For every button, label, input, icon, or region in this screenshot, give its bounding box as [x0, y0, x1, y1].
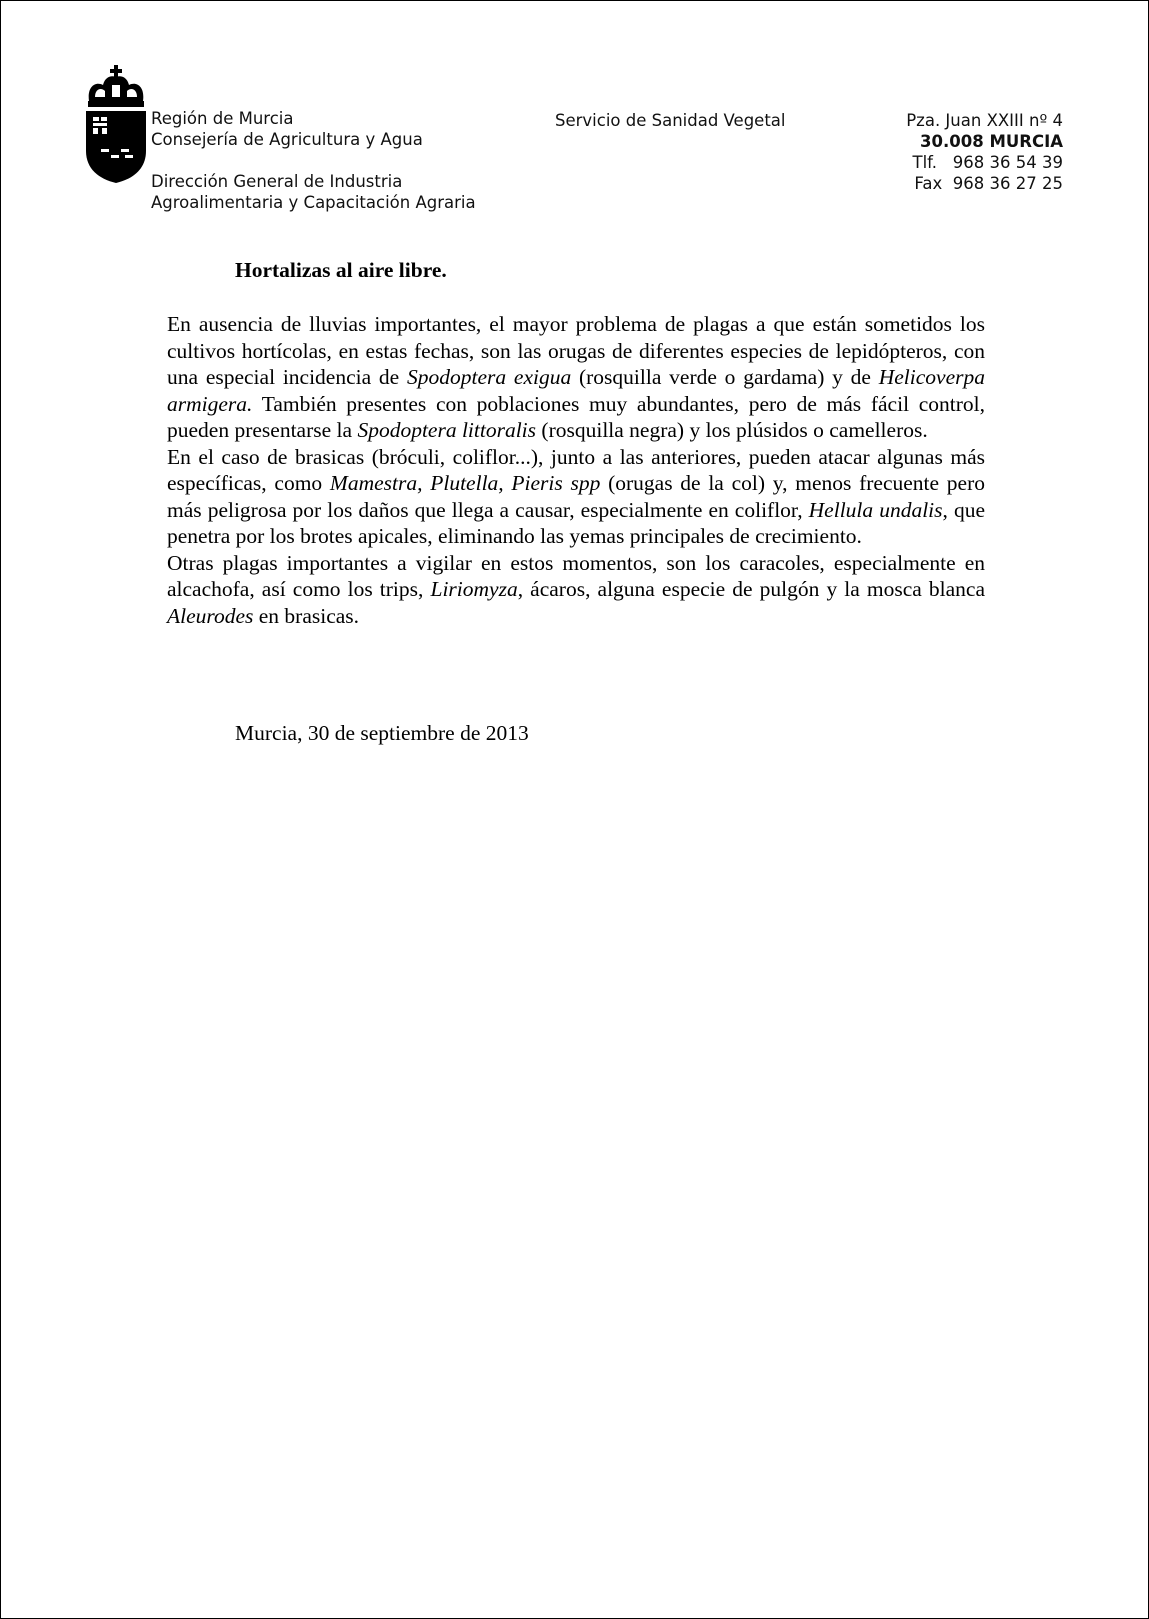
city: 30.008 MURCIA	[920, 132, 1063, 151]
phone-number: 968 36 54 39	[952, 153, 1063, 172]
coat-of-arms-icon	[85, 65, 147, 189]
phone-line	[906, 152, 1063, 173]
org-ministry: Consejería de Agricultura y Agua	[151, 130, 423, 149]
body-text	[167, 311, 985, 629]
p1-species-2: Helicoverpa armigera.	[167, 365, 985, 416]
section-title: Hortalizas al aire libre.	[235, 258, 447, 282]
p3-text-a: Otras plagas importantes a vigilar en estos momentos, son los caracoles, especialmente en alcachofa, así como los trips,	[167, 550, 985, 601]
p3-text-c: en brasicas.	[253, 603, 360, 628]
p3-species-1: Liriomyza	[430, 577, 518, 601]
paragraph-3	[167, 550, 985, 630]
paragraph-1	[167, 311, 985, 444]
p2-species-2: Hellula undalis	[808, 497, 943, 522]
p1-text-b: (rosquilla verde o gardama) y de	[571, 365, 879, 389]
date-signature: Murcia, 30 de septiembre de 2013	[235, 721, 529, 745]
p3-species-2: Aleurodes	[167, 603, 254, 628]
p1-species-3: Spodoptera littoralis	[357, 418, 537, 442]
contact-block	[906, 110, 1063, 194]
dept-line-2: Agroalimentaria y Capacitación Agraria	[151, 193, 476, 212]
org-region: Región de Murcia	[151, 109, 294, 128]
p2-text-a: En el caso de brasicas (bróculi, coliflor...), junto a las anteriores, pueden atacar algunas más específicas, como	[167, 444, 985, 495]
institution-block	[151, 108, 476, 213]
fax-line	[906, 173, 1063, 194]
dept-line-1: Dirección General de Industria	[151, 172, 403, 191]
p2-species-1: Mamestra, Plutella, Pieris spp	[329, 471, 601, 495]
p1-text-a: En ausencia de lluvias importantes, el mayor problema de plagas a que están sometidos los cultivos hortícolas, en estas fechas, son las orugas de diferentes especies de lepidópteros, con una especial incidencia de	[167, 312, 985, 389]
service-name: Servicio de Sanidad Vegetal	[555, 111, 786, 130]
phone-label: Tlf.	[912, 153, 938, 172]
p1-species-1: Spodoptera exigua	[407, 365, 572, 389]
p3-text-b: , ácaros, alguna especie de pulgón y la mosca blanca	[517, 577, 985, 601]
address: Pza. Juan XXIII nº 4	[906, 111, 1063, 130]
p2-text-b: (orugas de la col) y, menos frecuente pero más peligrosa por los daños que llega a causar, especialmente en coliflor,	[167, 471, 985, 522]
p2-text-c: , que penetra por los brotes apicales, eliminando las yemas principales de crecimiento.	[167, 497, 985, 548]
fax-label: Fax	[914, 174, 943, 193]
fax-number: 968 36 27 25	[952, 174, 1063, 193]
p1-text-c: También presentes con poblaciones muy abundantes, pero de más fácil control, pueden presentarse la	[167, 391, 985, 442]
p1-text-d: (rosquilla negra) y los plúsidos o camelleros.	[536, 418, 928, 442]
paragraph-2	[167, 444, 985, 550]
